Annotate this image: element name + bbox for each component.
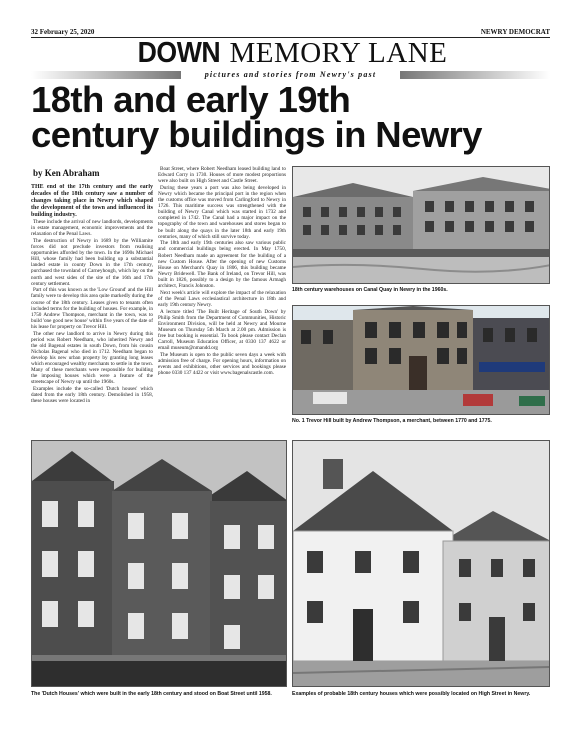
paragraph: During these years a port was also being developed in Newry which became the principal port in the region when the customs office was moved from Carlingford to Newry in 1726. This maritime success was strengthened with the building of Newry Canal which was started in 1732 and completed in 1742. The Canal had a major impact on the topography of the town and warehouses and stores began to be built along the quays in the later 18th and early 19th centuries, many of which still survive today. (158, 184, 286, 240)
paragraph: The other new landlord to arrive in Newry during this period was Robert Needham, who inherited Newry and the old Bagenal estates in south Down, from his cousin Nicholas Bagenal who died in 1712. Needham began to develop his new urban property by granting long leases which encouraged wealthy merchants to settle in the town. Many of these merchants were responsible for building the imposing houses which were a feature of the streetscape of Newry up until the 1960s. (31, 330, 153, 386)
paper-name: NEWRY DEMOCRAT (480, 28, 550, 36)
photo-high-street-houses (292, 440, 550, 687)
article-column-2 (158, 166, 286, 432)
masthead-down: DOWN (137, 37, 220, 69)
paragraph: The 18th and early 19th centuries also saw various public and commercial buildings being erected. In May 1750, Robert Needham made an agreement for the building of a new Custom House. After the opening of new Customs House on Merchant's Quay in 1806, this building became Newry Bridewell. The Bank of Ireland, on Trevor Hill, was built in 1826, possibly to a design by the famous Armagh architect, Francis Johnston. (158, 240, 286, 289)
lede-paragraph: THE end of the 17th century and the early decades of the 18th century saw a number of changes taking place in Newry which shaped the development of the town and influenced its building industry. (31, 184, 153, 218)
trevor-hill-illustration (293, 306, 550, 415)
paragraph: A lecture titled 'The Built Heritage of South Down' by Philip Smith from the Department of Communities, Historic Environment Division, will be held at Newry and Mourne Museum on Thursday 5th March at 2.00 pm. Admission is free but booking is essential. To book please contact Declan Carroll, Museum Education Officer, at 0330 137 4622 or email museum@nmandd.org (158, 308, 286, 352)
dutch-houses-illustration (32, 441, 287, 687)
byline: by Ken Abraham (33, 168, 100, 178)
paragraph: Boat Street, where Robert Needham leased building land to Edward Corry in 1730. Houses of more modest proportions were also built on High Street and Castle Street. (158, 166, 286, 185)
warehouses-illustration (293, 167, 550, 284)
headline-line-1: 18th and early 19th (31, 79, 351, 120)
high-street-illustration (293, 441, 550, 687)
masthead-memory-lane: MEMORY LANE (229, 37, 448, 69)
caption-high-street-houses: Examples of probable 18th century houses which were possibly located on High Street in Newry. (292, 691, 531, 697)
paragraph: Examples include the so-called 'Dutch houses' which dated from the early 18th century. Demolished in 1958, these houses were located in (31, 386, 153, 405)
headline-line-2: century buildings in Newry (31, 114, 482, 155)
headline (31, 79, 556, 155)
photo-dutch-houses (31, 440, 287, 687)
paragraph: These include the arrival of new landlords, developments in estate management, economic improvements and the relaxation of the Penal Laws. (31, 219, 153, 238)
page-date: 32 February 25, 2020 (31, 28, 95, 36)
masthead (31, 37, 550, 70)
paragraph: The destruction of Newry in 1689 by the Williamite forces did not preclude investors from realising opportunities afforded by the town. In the 1690s Michael Hill, whose family had been building up a substantial landed estate in county Down in the 17th century, purchased the townland of Carneyhough, which lay on the north and west sides of the site of the 16th and 17th century settlement. (31, 238, 153, 287)
caption-canal-warehouses: 18th century warehouses on Canal Quay in Newry in the 1960s. (292, 287, 448, 293)
photo-canal-warehouses (292, 166, 550, 284)
paragraph: Part of this was known as the 'Low Ground' and the Hill family were to develop this area quite markedly during the course of the 18th century. Leases given to tenants often included terms for the building of houses. For example, in 1750 Andrew Thompson, merchant in the town, was to build 'one good new house' within five years of the date of his lease for property on Trevor Hill. (31, 287, 153, 330)
article-column-1 (31, 184, 153, 432)
paragraph: Next week's article will explore the impact of the relaxation of the Penal Laws ecclesiastical architecture in 18th and early 19th century Newry. (158, 289, 286, 308)
paragraph: The Museum is open to the public seven days a week with admission free of charge. For opening hours, information on events and exhibitions, other services and bookings please phone 0330 137 4422 or visit www.bagenalscastle.com. (158, 351, 286, 377)
caption-trevor-hill: No. 1 Trevor Hill built by Andrew Thompson, a merchant, between 1770 and 1775. (292, 418, 492, 424)
tagline: pictures and stories from Newry's past (204, 70, 377, 79)
caption-dutch-houses: The 'Dutch Houses' which were built in the early 18th century and stood on Boat Street until 1958. (31, 691, 272, 697)
photo-trevor-hill (292, 305, 550, 415)
